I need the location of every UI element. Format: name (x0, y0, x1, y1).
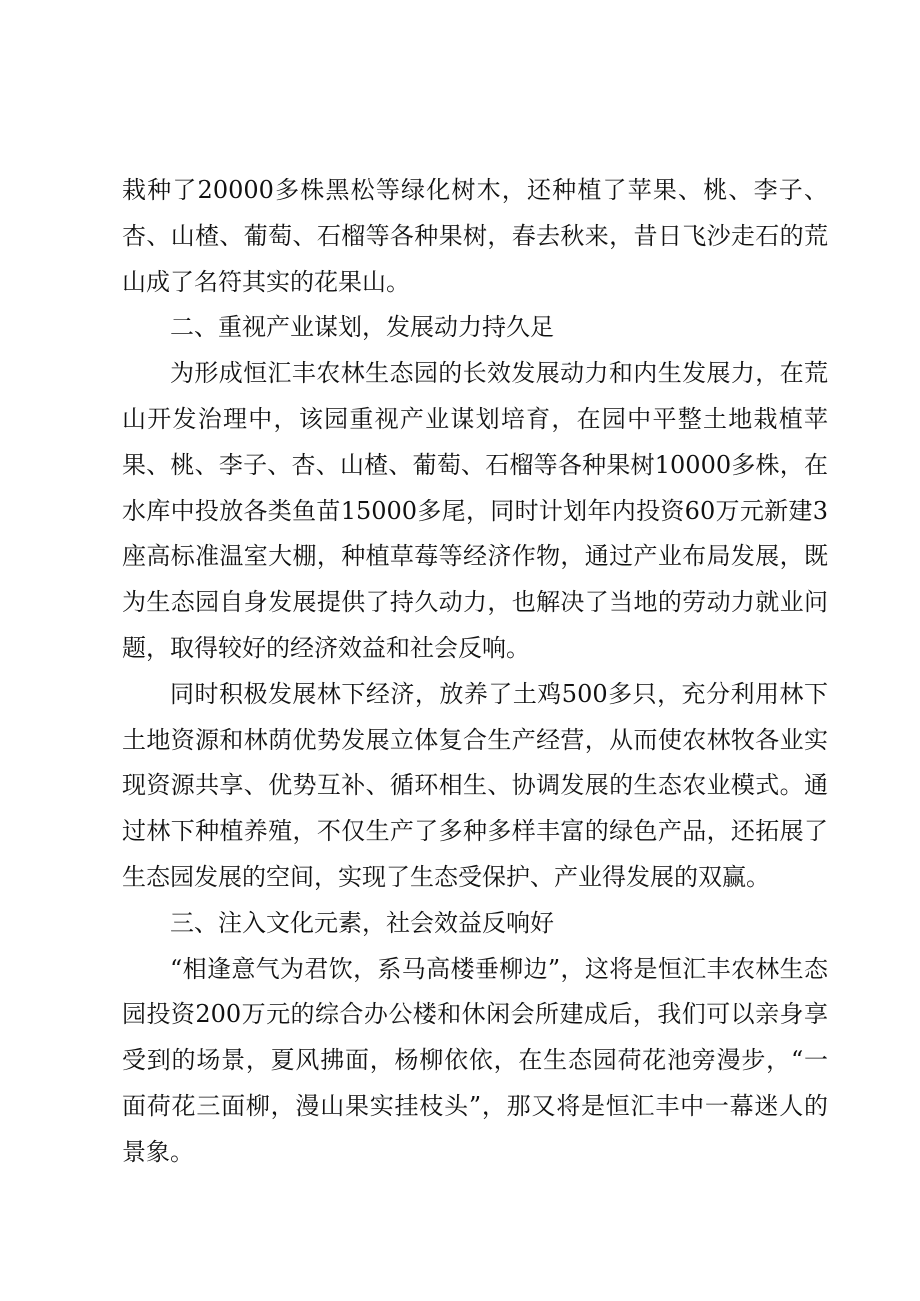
paragraph-3: 同时积极发展林下经济，放养了土鸡500多只，充分利用林下土地资源和林荫优势发展立体复合生产经营，从而使农林牧各业实现资源共享、优势互补、循环相生、协调发展的生态农业模式。通过林下种植养殖，不仅生产了多种多样丰富的绿色产品，还拓展了生态园发展的空间，实现了生态受保护、产业得发展的双赢。 (122, 679, 828, 891)
paragraph-4: “相逢意气为君饮，系马高楼垂柳边”，这将是恒汇丰农林生态园投资200万元的综合办公楼和休闲会所建成后，我们可以亲身享受到的场景，夏风拂面，杨柳依依，在生态园荷花池旁漫步，“一面荷花三面柳，漫山果实挂枝头”，那又将是恒汇丰中一幕迷人的景象。 (122, 954, 828, 1166)
document-page (122, 168, 828, 1176)
section-heading-2: 二、重视产业谋划，发展动力持久足 (170, 313, 554, 342)
paragraph-2: 为形成恒汇丰农林生态园的长效发展动力和内生发展力，在荒山开发治理中，该园重视产业谋划培育，在园中平整土地栽植苹果、桃、李子、杏、山楂、葡萄、石榴等各种果树10000多株，在水库中投放各类鱼苗15000多尾，同时计划年内投资60万元新建3座高标准温室大棚，种植草莓等经济作物，通过产业布局发展，既为生态园自身发展提供了持久动力，也解决了当地的劳动力就业问题，取得较好的经济效益和社会反响。 (122, 359, 828, 662)
section-heading-3: 三、注入文化元素，社会效益反响好 (170, 908, 554, 937)
paragraph-1: 栽种了20000多株黑松等绿化树木，还种植了苹果、桃、李子、杏、山楂、葡萄、石榴等各种果树，春去秋来，昔日飞沙走石的荒山成了名符其实的花果山。 (122, 176, 828, 296)
